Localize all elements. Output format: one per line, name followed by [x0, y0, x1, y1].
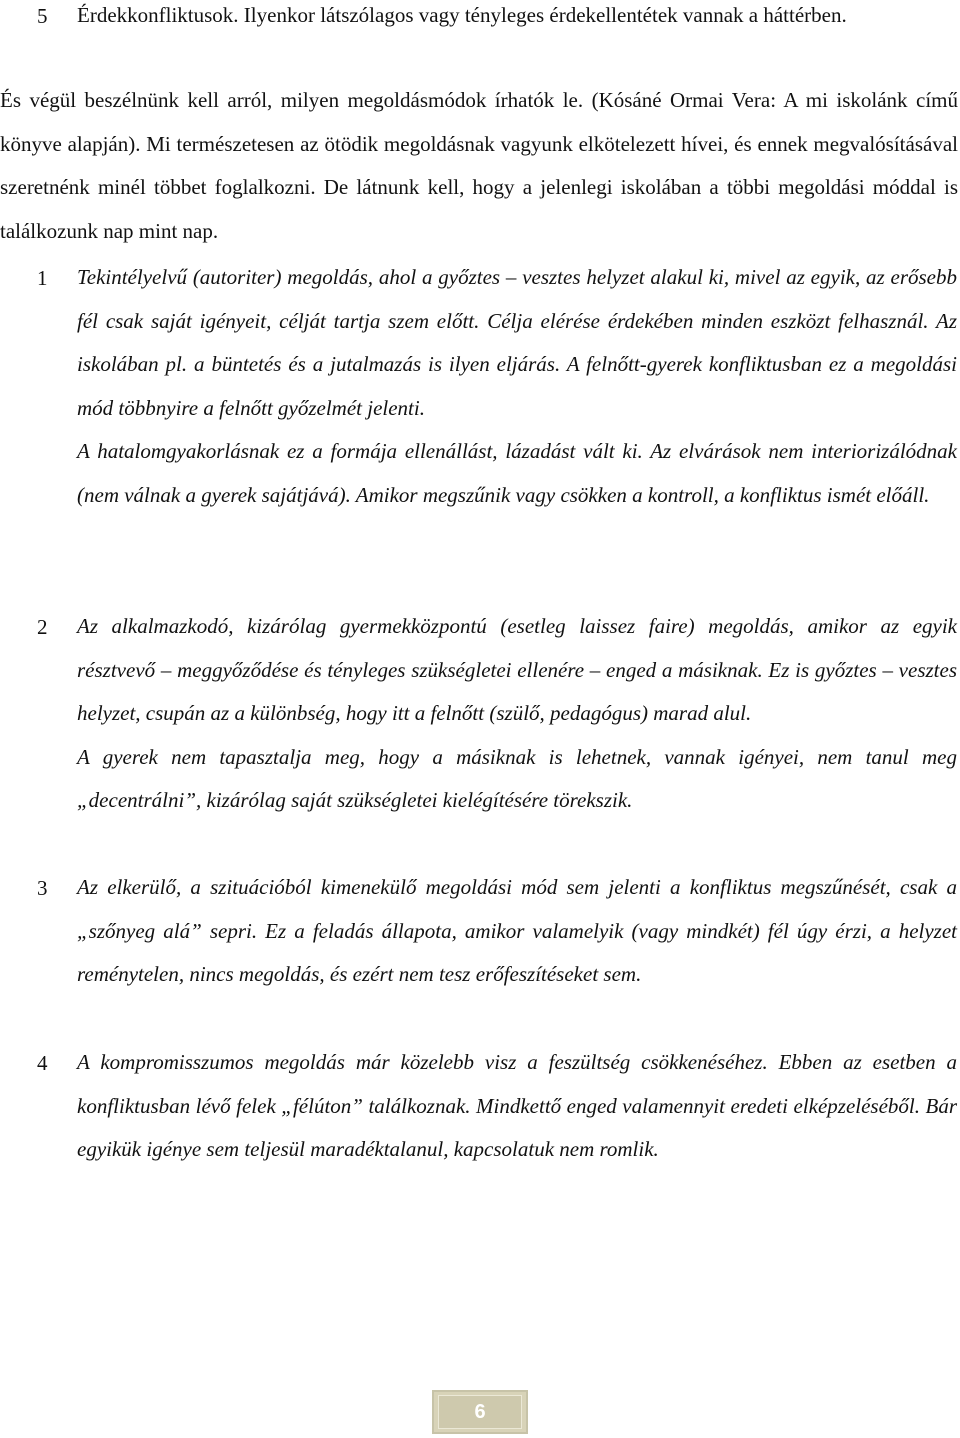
list-item-text: Érdekkonfliktusok. Ilyenkor látszólagos vagy tényleges érdekellentétek vannak a háttérben.: [77, 3, 847, 27]
list-item-number: 4: [37, 1051, 48, 1075]
list-item-number: 3: [37, 876, 48, 900]
list-item-paragraph: Tekintélyelvű (autoriter) megoldás, ahol a győztes – vesztes helyzet alakul ki, mivel az egyik, az erősebb fél csak saját igényeit, célját tartja szem előtt. Célja elérése érdekében minden eszközt felhasznál. Az iskolában pl. a büntetés és a jutalmazás is ilyen eljárás. A felnőtt-gyerek konfliktusban ez a megoldási mód többnyire a felnőtt győzelmét jelenti.: [77, 265, 957, 420]
list-item-paragraph: Az elkerülő, a szituációból kimenekülő megoldási mód sem jelenti a konfliktus megszűnését, csak a „szőnyeg alá” sepri. Ez a feladás állapota, amikor valamelyik (vagy mindkét) fél úgy érzi, a helyzet reménytelen, nincs megoldás, és ezért nem tesz erőfeszítéseket sem.: [77, 875, 957, 987]
list-item-number: 2: [37, 615, 48, 639]
list-item-paragraph: Az alkalmazkodó, kizárólag gyermekközpontú (esetleg laissez faire) megoldás, amikor az egyik résztvevő – meggyőződése és tényleges szükségletei ellenére – enged a másiknak. Ez is győztes – vesztes helyzet, csupán az a különbség, hogy itt a felnőtt (szülő, pedagógus) marad alul.: [77, 614, 957, 726]
list-item-2: [0, 605, 960, 823]
list-item-number: 5: [37, 4, 48, 28]
list-item-4: [0, 1041, 960, 1172]
page-number-badge: [432, 1390, 528, 1434]
list-item-paragraph: A kompromisszumos megoldás már közelebb visz a feszültség csökkenéséhez. Ebben az esetben a konfliktusban lévő felek „félúton” találkoznak. Mindkettő enged valamennyit eredeti elképzeléséből. Bár egyikük igénye sem teljesül maradéktalanul, kapcsolatuk nem romlik.: [77, 1050, 957, 1162]
page-number: 6: [438, 1395, 522, 1429]
list-item-paragraph: A hatalomgyakorlásnak ez a formája ellenállást, lázadást vált ki. Az elvárások nem interiorizálódnak (nem válnak a gyerek sajátjává). Amikor megszűnik vagy csökken a kontroll, a konfliktus ismét előáll.: [77, 439, 957, 507]
list-item-paragraph: A gyerek nem tapasztalja meg, hogy a másiknak is lehetnek, vannak igényei, nem tanul meg „decentrálni”, kizárólag saját szükségletei kielégítésére törekszik.: [77, 744, 957, 813]
list-item-5: [0, 0, 960, 38]
intro-paragraph: És végül beszélnünk kell arról, milyen megoldásmódok írhatók le. (Kósáné Ormai Vera: A mi iskolánk című könyve alapján). Mi természetesen az ötödik megoldásnak vagyunk elkötelezett hívei, és ennek megvalósításával szeretnénk minél többet foglalkozni. De látnunk kell, hogy a jelenlegi iskolában a többi megoldási móddal is találkozunk nap mint nap.: [0, 88, 958, 243]
list-item-1: [0, 256, 960, 518]
list-item-3: [0, 866, 960, 997]
list-item-number: 1: [37, 266, 48, 290]
